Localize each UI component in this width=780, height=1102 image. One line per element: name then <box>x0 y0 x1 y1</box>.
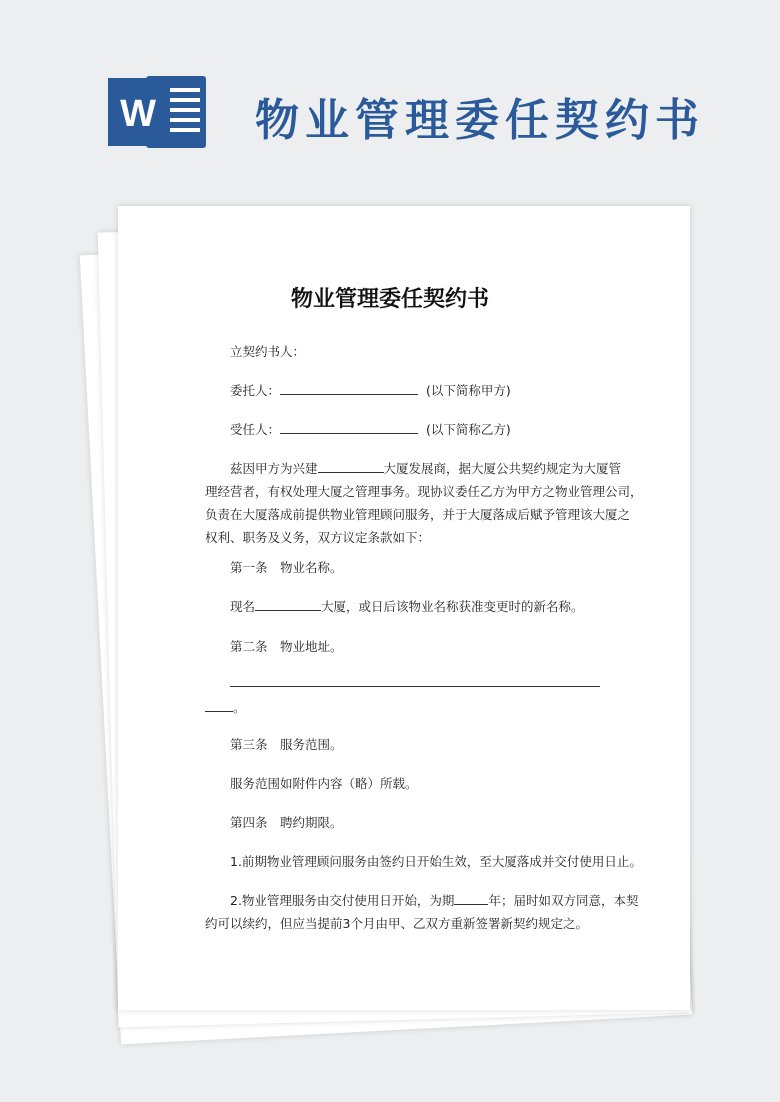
article-4-heading: 第四条 聘约期限。 <box>230 815 343 830</box>
agent-line <box>230 420 511 438</box>
address-line-end <box>205 698 246 716</box>
banner-title: 物业管理委任契约书 <box>255 95 705 146</box>
intro-text: 兹因甲方为兴建 <box>230 461 318 476</box>
article-2-heading: 第二条 物业地址。 <box>230 639 343 654</box>
article-1-body <box>230 597 584 615</box>
article-4-item-2-cont: 约可以续约，但应当提前3个月由甲、乙双方重新签署新契约规定之。 <box>205 916 588 931</box>
address-end-mark: 。 <box>233 700 246 715</box>
intro-line-2: 理经营者，有权处理大厦之管理事务。现协议委任乙方为甲方之物业管理公司， <box>205 484 643 499</box>
principal-line <box>230 381 511 399</box>
article-4-item-2 <box>230 891 638 909</box>
item2-text: 2.物业管理服务由交付使用日开始，为期 <box>230 893 455 908</box>
address-blank-tail <box>205 699 233 712</box>
address-blank-line <box>230 686 600 687</box>
art1-text: 大厦，或日后该物业名称获准变更时的新名称。 <box>321 599 584 614</box>
article-4-item-1: 1.前期物业管理顾问服务由签约日开始生效，至大厦落成并交付使用日止。 <box>230 854 642 869</box>
intro-line-3: 负责在大厦落成前提供物业管理顾问服务，并于大厦落成后赋予管理该大厦之 <box>205 507 631 522</box>
agent-label: 受任人： <box>230 422 281 437</box>
years-blank <box>454 892 488 905</box>
item2-text: 年；届时如双方同意，本契 <box>488 893 639 908</box>
article-1-heading: 第一条 物业名称。 <box>230 560 343 575</box>
article-3-body: 服务范围如附件内容（略）所载。 <box>230 776 418 791</box>
agent-blank <box>280 421 418 434</box>
agent-suffix: (以下简称乙方) <box>425 422 511 437</box>
principal-suffix: (以下简称甲方) <box>425 383 511 398</box>
name-blank <box>255 598 321 611</box>
document-title: 物业管理委任契约书 <box>290 287 489 312</box>
signatory-line: 立契约书人： <box>230 344 306 359</box>
principal-label: 委托人： <box>230 383 281 398</box>
word-logo-letter: W <box>120 93 156 135</box>
word-logo-icon <box>108 68 208 156</box>
principal-blank <box>280 382 418 395</box>
art1-text: 现名 <box>230 599 256 614</box>
intro-line-1 <box>230 459 621 477</box>
intro-text: 大厦发展商，据大厦公共契约规定为大厦管 <box>383 461 622 476</box>
article-3-heading: 第三条 服务范围。 <box>230 737 343 752</box>
building-blank <box>318 460 384 473</box>
intro-line-4: 权利、职务及义务，双方议定条款如下： <box>205 530 431 545</box>
